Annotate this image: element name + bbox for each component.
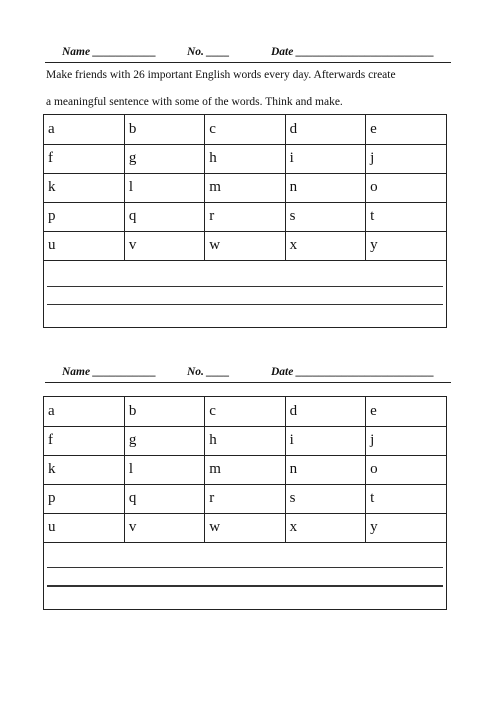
letter-cell: h <box>205 144 285 173</box>
letter-cell: e <box>366 115 446 144</box>
grid-row <box>44 397 446 426</box>
letter-table-2 <box>43 396 447 610</box>
letter-cell: b <box>124 397 204 426</box>
letter-cell: d <box>285 397 365 426</box>
letter-cell: r <box>205 202 285 231</box>
letter-cell: b <box>124 115 204 144</box>
letter-cell: y <box>366 513 446 542</box>
grid-row <box>44 513 446 542</box>
letter-cell: v <box>124 513 204 542</box>
letter-cell: s <box>285 484 365 513</box>
letter-cell: n <box>285 173 365 202</box>
instructions-line-1: Make friends with 26 important English words every day. Afterwards create <box>46 69 396 81</box>
letter-cell: j <box>366 144 446 173</box>
letter-table-1 <box>43 114 447 328</box>
writing-line <box>47 286 443 287</box>
grid-row <box>44 426 446 455</box>
date-label: Date ________________________ <box>271 46 435 58</box>
number-label: No. ____ <box>187 366 230 378</box>
writing-line <box>47 585 443 587</box>
letter-grid-body <box>44 115 446 260</box>
letter-cell: n <box>285 455 365 484</box>
grid-row <box>44 115 446 144</box>
letter-cell: g <box>124 426 204 455</box>
instructions-line-2: a meaningful sentence with some of the words. Think and make. <box>46 96 343 108</box>
letter-cell: c <box>205 115 285 144</box>
letter-cell: k <box>44 455 124 484</box>
letter-grid-1 <box>44 115 446 261</box>
letter-cell: f <box>44 426 124 455</box>
letter-cell: q <box>124 202 204 231</box>
letter-cell: f <box>44 144 124 173</box>
letter-cell: v <box>124 231 204 260</box>
letter-grid-2 <box>44 397 446 543</box>
grid-row <box>44 202 446 231</box>
letter-cell: w <box>205 231 285 260</box>
date-label: Date ________________________ <box>271 366 435 378</box>
letter-cell: c <box>205 397 285 426</box>
grid-row <box>44 484 446 513</box>
name-label: Name ___________ <box>62 46 157 58</box>
letter-cell: t <box>366 484 446 513</box>
letter-cell: r <box>205 484 285 513</box>
letter-cell: i <box>285 426 365 455</box>
number-label: No. ____ <box>187 46 230 58</box>
letter-cell: k <box>44 173 124 202</box>
letter-cell: m <box>205 173 285 202</box>
grid-row <box>44 231 446 260</box>
letter-cell: s <box>285 202 365 231</box>
letter-cell: p <box>44 202 124 231</box>
letter-cell: l <box>124 173 204 202</box>
name-label: Name ___________ <box>62 366 157 378</box>
worksheet-header-1 <box>45 44 451 63</box>
worksheet-header-2 <box>45 364 451 383</box>
letter-cell: h <box>205 426 285 455</box>
sentence-area-2 <box>44 543 446 609</box>
sentence-area-1 <box>44 261 446 327</box>
writing-line <box>47 567 443 568</box>
letter-cell: a <box>44 115 124 144</box>
letter-cell: a <box>44 397 124 426</box>
letter-cell: x <box>285 231 365 260</box>
letter-cell: g <box>124 144 204 173</box>
letter-cell: q <box>124 484 204 513</box>
letter-cell: u <box>44 231 124 260</box>
instructions <box>46 62 450 116</box>
grid-row <box>44 144 446 173</box>
letter-cell: u <box>44 513 124 542</box>
letter-cell: j <box>366 426 446 455</box>
letter-cell: d <box>285 115 365 144</box>
letter-cell: x <box>285 513 365 542</box>
letter-cell: m <box>205 455 285 484</box>
letter-grid-body <box>44 397 446 542</box>
grid-row <box>44 455 446 484</box>
letter-cell: p <box>44 484 124 513</box>
writing-line <box>47 304 443 305</box>
letter-cell: o <box>366 455 446 484</box>
letter-cell: e <box>366 397 446 426</box>
letter-cell: w <box>205 513 285 542</box>
grid-row <box>44 173 446 202</box>
letter-cell: i <box>285 144 365 173</box>
letter-cell: t <box>366 202 446 231</box>
letter-cell: l <box>124 455 204 484</box>
letter-cell: o <box>366 173 446 202</box>
letter-cell: y <box>366 231 446 260</box>
